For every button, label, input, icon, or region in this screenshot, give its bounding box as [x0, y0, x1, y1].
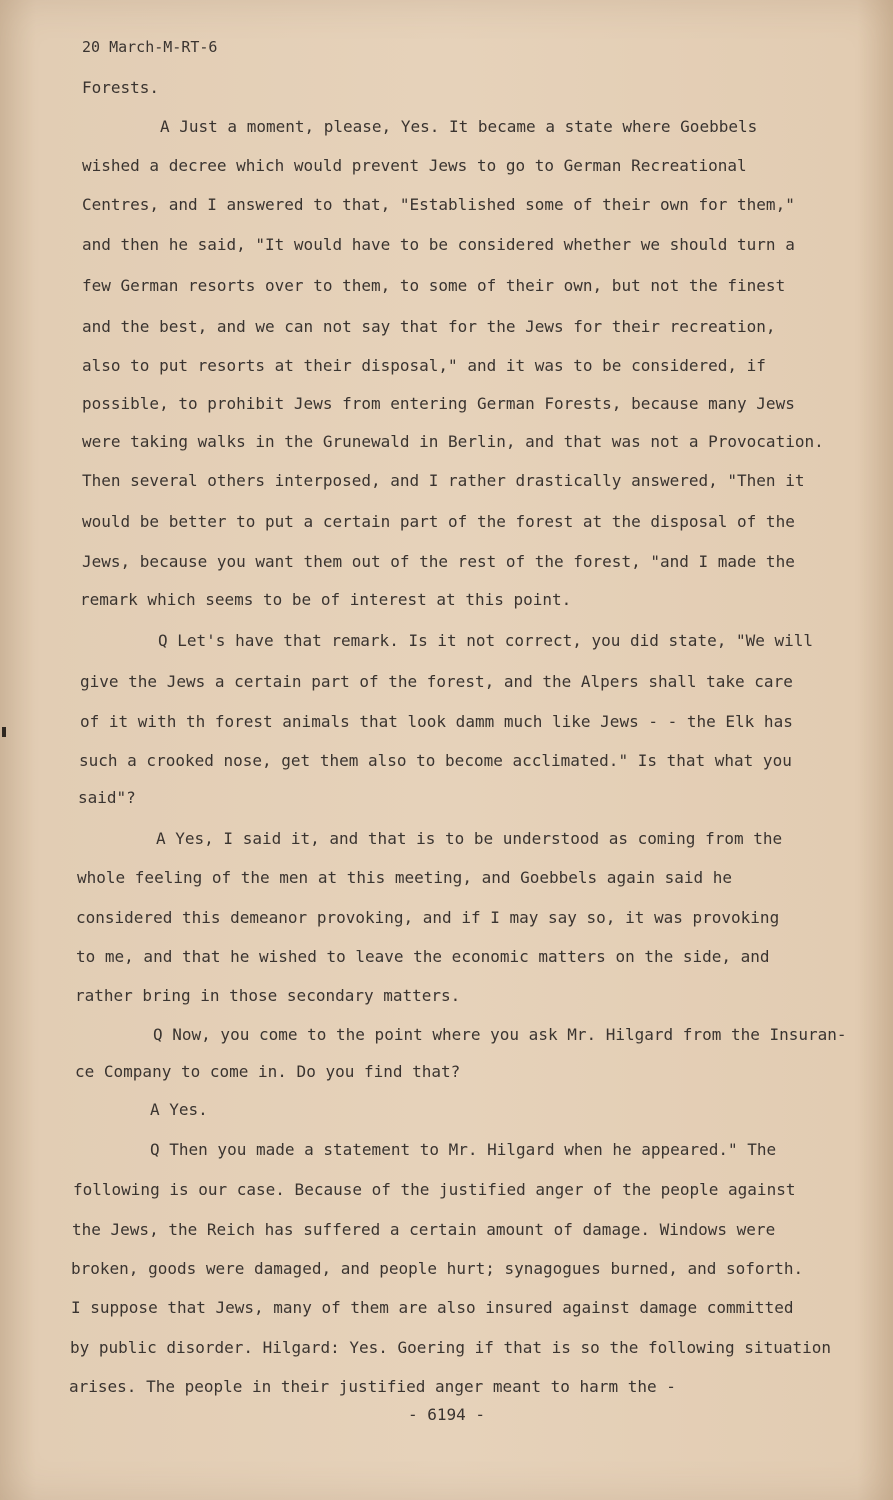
text-line: and the best, and we can not say that for the Jews for their recreation,	[82, 317, 776, 336]
text-line: said"?	[78, 788, 136, 807]
text-line: by public disorder. Hilgard: Yes. Goering if that is so the following situation	[70, 1338, 831, 1357]
text-line: following is our case. Because of the justified anger of the people against	[73, 1180, 796, 1199]
text-line: to me, and that he wished to leave the economic matters on the side, and	[76, 947, 770, 966]
text-line: Q Let's have that remark. Is it not correct, you did state, "We will	[158, 631, 814, 650]
text-line: A Yes, I said it, and that is to be understood as coming from the	[156, 829, 783, 848]
text-line: and then he said, "It would have to be considered whether we should turn a	[82, 235, 795, 254]
text-line: Q Now, you come to the point where you ask Mr. Hilgard from the Insuran-	[153, 1025, 847, 1044]
text-line: give the Jews a certain part of the forest, and the Alpers shall take care	[80, 672, 793, 691]
text-line: Then several others interposed, and I rather drastically answered, "Then it	[82, 471, 805, 490]
text-line: also to put resorts at their disposal," and it was to be considered, if	[82, 356, 766, 375]
text-line: A Yes.	[150, 1100, 208, 1119]
text-line: Centres, and I answered to that, "Established some of their own for them,"	[82, 195, 795, 214]
text-line: possible, to prohibit Jews from entering German Forests, because many Jews	[82, 394, 795, 413]
text-line: rather bring in those secondary matters.	[75, 986, 461, 1005]
text-line: Forests.	[82, 78, 160, 97]
text-line: considered this demeanor provoking, and if I may say so, it was provoking	[76, 908, 780, 927]
text-line: remark which seems to be of interest at this point.	[80, 590, 572, 609]
text-line: I suppose that Jews, many of them are also insured against damage committed	[71, 1298, 794, 1317]
text-line: of it with th forest animals that look damm much like Jews - - the Elk has	[80, 712, 793, 731]
page-header: 20 March-M-RT-6	[82, 38, 218, 56]
text-line: wished a decree which would prevent Jews to go to German Recreational	[82, 156, 747, 175]
text-line: broken, goods were damaged, and people hurt; synagogues burned, and soforth.	[71, 1259, 804, 1278]
text-line: Jews, because you want them out of the rest of the forest, "and I made the	[82, 552, 795, 571]
text-line: whole feeling of the men at this meeting, and Goebbels again said he	[77, 868, 733, 887]
text-line: were taking walks in the Grunewald in Berlin, and that was not a Provocation.	[82, 432, 824, 451]
text-line: A Just a moment, please, Yes. It became a state where Goebbels	[160, 117, 758, 136]
text-line: few German resorts over to them, to some of their own, but not the finest	[82, 276, 786, 295]
margin-mark	[2, 727, 6, 737]
text-line: ce Company to come in. Do you find that?	[75, 1062, 461, 1081]
text-line: such a crooked nose, get them also to become acclimated." Is that what you	[79, 751, 792, 770]
text-line: Q Then you made a statement to Mr. Hilgard when he appeared." The	[150, 1140, 777, 1159]
text-line: the Jews, the Reich has suffered a certain amount of damage. Windows were	[72, 1220, 776, 1239]
text-line: arises. The people in their justified anger meant to harm the -	[69, 1377, 676, 1396]
page-number: - 6194 -	[407, 1405, 486, 1424]
text-line: would be better to put a certain part of the forest at the disposal of the	[82, 512, 795, 531]
